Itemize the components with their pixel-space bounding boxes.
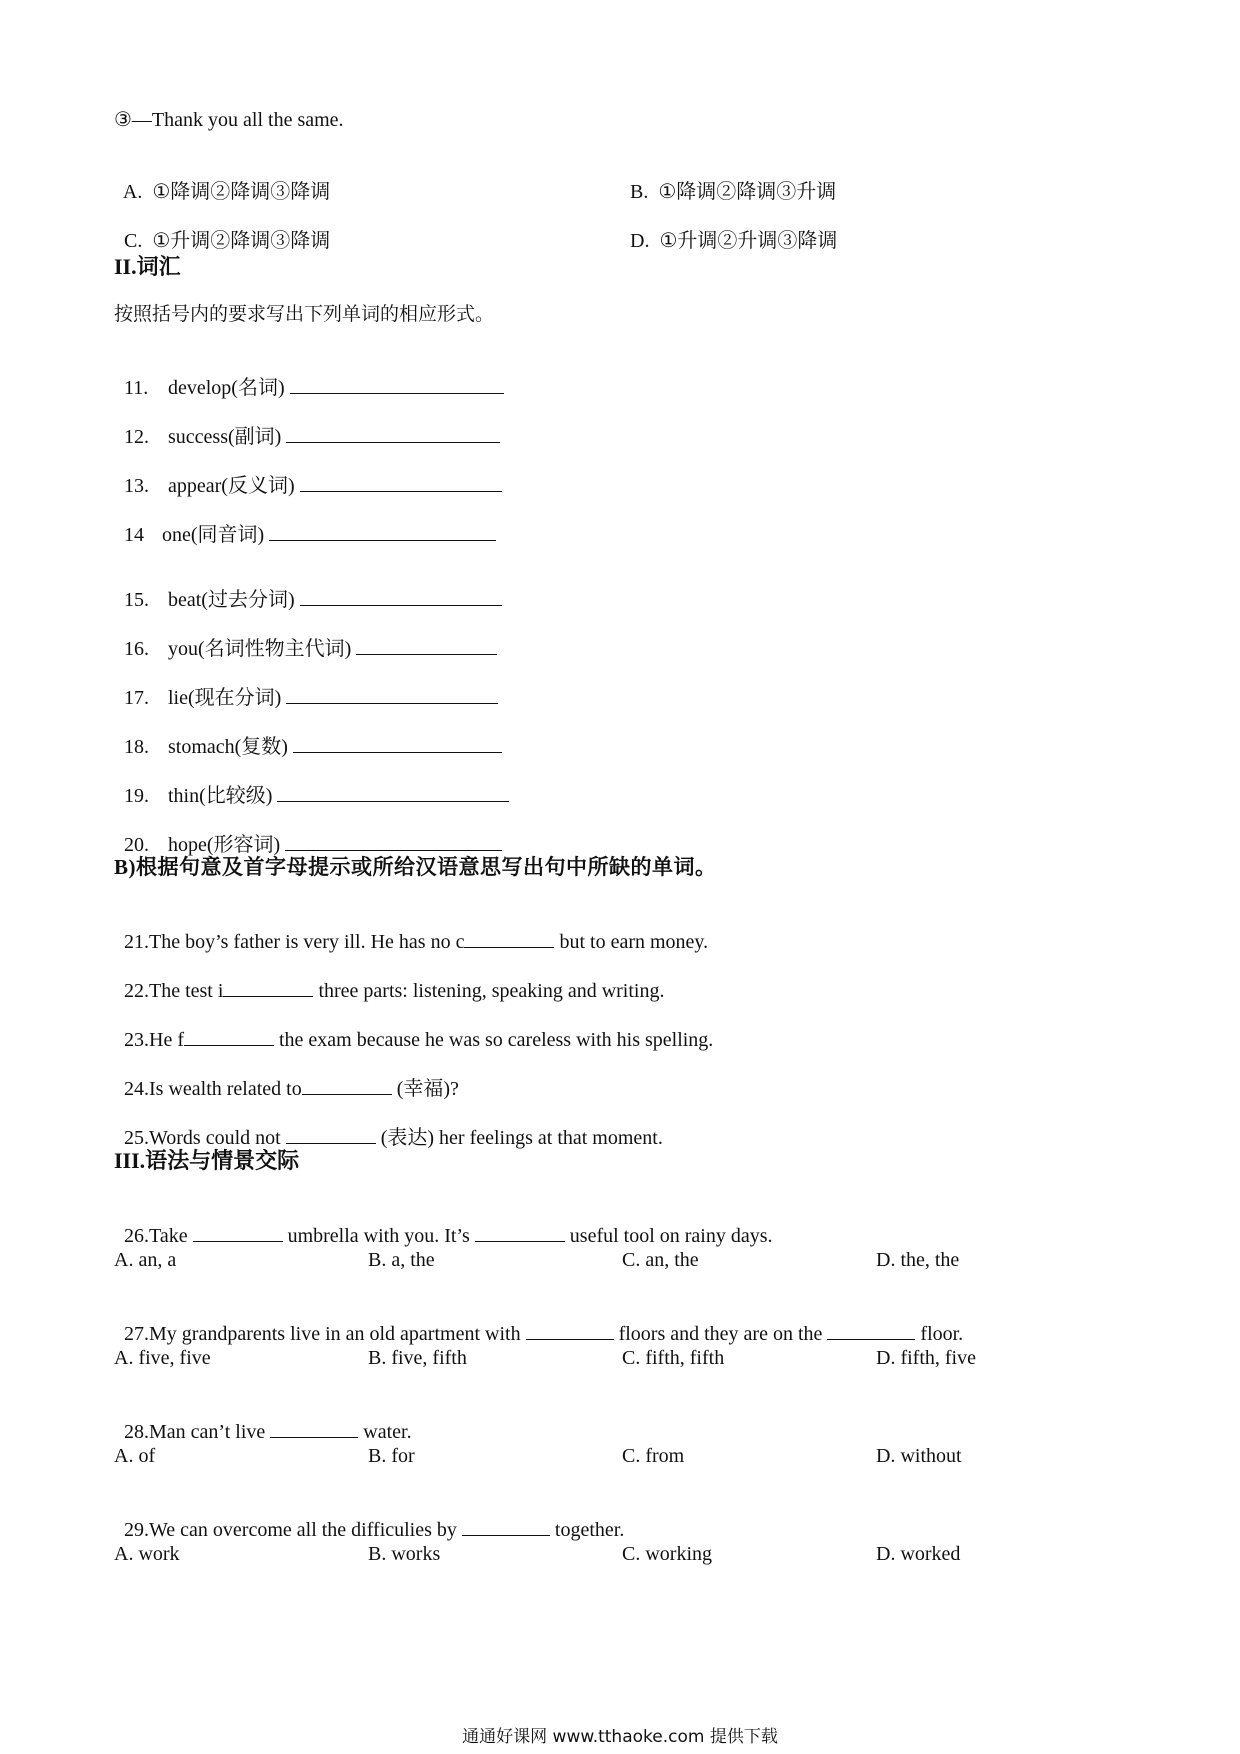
option-letter: C. xyxy=(124,230,143,252)
fill-item-24 xyxy=(114,1052,459,1101)
answer-blank[interactable] xyxy=(475,1223,565,1242)
answer-blank[interactable] xyxy=(286,685,498,704)
question-text: floors and they are on the xyxy=(613,1323,828,1345)
sentence-start: 25.Words could not xyxy=(124,1127,286,1149)
option-letter: D. xyxy=(630,230,650,252)
option-text: ①降调②降调③升调 xyxy=(658,181,837,203)
vocab-item-19 xyxy=(114,759,509,808)
q28-option-d[interactable]: D. without xyxy=(876,1445,962,1467)
option-text: ①升调②降调③降调 xyxy=(152,230,331,252)
q10-option-b[interactable] xyxy=(620,156,836,204)
vocab-item-18 xyxy=(114,710,502,759)
question-28 xyxy=(114,1395,412,1444)
q29-option-c[interactable]: C. working xyxy=(622,1543,712,1565)
q28-option-b[interactable]: B. for xyxy=(368,1445,415,1467)
answer-blank[interactable] xyxy=(356,636,497,655)
q27-option-c[interactable]: C. fifth, fifth xyxy=(622,1347,725,1369)
vocab-item-11 xyxy=(114,351,504,400)
answer-blank[interactable] xyxy=(462,1517,550,1536)
question-text: together. xyxy=(549,1519,625,1541)
answer-blank[interactable] xyxy=(286,424,500,443)
section-2-title: II.词汇 xyxy=(114,254,181,279)
item-number: 13. xyxy=(124,475,149,497)
answer-blank[interactable] xyxy=(270,1419,358,1438)
answer-blank[interactable] xyxy=(277,783,509,802)
item-prompt: success(副词) xyxy=(168,426,282,448)
answer-blank[interactable] xyxy=(293,734,502,753)
item-prompt: lie(现在分词) xyxy=(168,687,282,709)
item-number: 20. xyxy=(124,834,149,856)
option-text: ①降调②降调③降调 xyxy=(152,181,331,203)
q29-option-b[interactable]: B. works xyxy=(368,1543,441,1565)
item-number: 12. xyxy=(124,426,149,448)
item-prompt: develop(名词) xyxy=(168,377,285,399)
section-2b-title: B)根据句意及首字母提示或所给汉语意思写出句中所缺的单词。 xyxy=(114,855,717,879)
q26-option-d[interactable]: D. the, the xyxy=(876,1249,960,1271)
q10-option-a[interactable] xyxy=(114,156,330,204)
q27-option-d[interactable]: D. fifth, five xyxy=(876,1347,976,1369)
q26-option-b[interactable]: B. a, the xyxy=(368,1249,435,1271)
sentence-end: (幸福)? xyxy=(391,1078,459,1100)
item-number: 15. xyxy=(124,589,149,611)
vocab-item-15 xyxy=(114,563,502,612)
q29-option-a[interactable]: A. work xyxy=(114,1543,180,1565)
answer-blank[interactable] xyxy=(300,473,502,492)
item-number: 19. xyxy=(124,785,149,807)
sentence-start: 22.The test i xyxy=(124,980,224,1002)
q10-option-c[interactable] xyxy=(114,205,330,253)
section-3-title: III.语法与情景交际 xyxy=(114,1148,300,1173)
answer-blank[interactable] xyxy=(286,1125,376,1144)
item-number: 17. xyxy=(124,687,149,709)
vocab-item-14 xyxy=(114,498,496,547)
sentence-start: 24.Is wealth related to xyxy=(124,1078,302,1100)
answer-blank[interactable] xyxy=(193,1223,283,1242)
item-prompt: beat(过去分词) xyxy=(168,589,295,611)
item-prompt: you(名词性物主代词) xyxy=(168,638,352,660)
q27-option-a[interactable]: A. five, five xyxy=(114,1347,211,1369)
vocab-item-17 xyxy=(114,661,498,710)
answer-blank[interactable] xyxy=(223,978,313,997)
question-text: 29.We can overcome all the difficulies by xyxy=(124,1519,462,1541)
item-prompt: one(同音词) xyxy=(162,524,265,546)
fill-item-22 xyxy=(114,954,664,1003)
q29-option-d[interactable]: D. worked xyxy=(876,1543,961,1565)
question-text: 26.Take xyxy=(124,1225,193,1247)
sentence-end: the exam because he was so careless with his spelling. xyxy=(273,1029,714,1051)
question-text: useful tool on rainy days. xyxy=(564,1225,773,1247)
item-prompt: stomach(复数) xyxy=(168,736,288,758)
fill-item-23 xyxy=(114,1003,713,1052)
sentence-end: but to earn money. xyxy=(554,931,709,953)
question-text: 27.My grandparents live in an old apartment with xyxy=(124,1323,526,1345)
item-prompt: appear(反义词) xyxy=(168,475,295,497)
q28-option-c[interactable]: C. from xyxy=(622,1445,685,1467)
vocab-item-12 xyxy=(114,400,500,449)
vocab-item-20 xyxy=(114,808,502,857)
q27-option-b[interactable]: B. five, fifth xyxy=(368,1347,467,1369)
answer-blank[interactable] xyxy=(285,832,502,851)
answer-blank[interactable] xyxy=(290,375,504,394)
sentence-start: 21.The boy’s father is very ill. He has no c xyxy=(124,931,465,953)
item-prompt: hope(形容词) xyxy=(168,834,281,856)
question-text: umbrella with you. It’s xyxy=(282,1225,475,1247)
option-letter: B. xyxy=(630,181,649,203)
sentence-start: 23.He f xyxy=(124,1029,184,1051)
option-letter: A. xyxy=(122,181,143,203)
answer-blank[interactable] xyxy=(464,929,554,948)
q28-option-a[interactable]: A. of xyxy=(114,1445,156,1467)
question-text: water. xyxy=(358,1421,412,1443)
item-number: 11. xyxy=(124,377,149,399)
vocab-item-16 xyxy=(114,612,497,661)
answer-blank[interactable] xyxy=(184,1027,274,1046)
question-10-line-3: ③—Thank you all the same. xyxy=(114,109,344,131)
item-number: 16. xyxy=(124,638,149,660)
sentence-end: (表达) her feelings at that moment. xyxy=(375,1127,663,1149)
q26-option-c[interactable]: C. an, the xyxy=(622,1249,699,1271)
question-text: 28.Man can’t live xyxy=(124,1421,271,1443)
fill-item-25 xyxy=(114,1101,663,1150)
q10-option-d[interactable] xyxy=(620,205,837,253)
question-26 xyxy=(114,1199,773,1248)
q26-option-a[interactable]: A. an, a xyxy=(114,1249,177,1271)
sentence-end: three parts: listening, speaking and writing. xyxy=(313,980,665,1002)
option-text: ①升调②升调③降调 xyxy=(659,230,838,252)
answer-blank[interactable] xyxy=(300,587,502,606)
question-text: floor. xyxy=(915,1323,964,1345)
question-29 xyxy=(114,1493,624,1542)
page-footer: 通通好课网 www.tthaoke.com 提供下载 xyxy=(462,1727,778,1747)
item-number: 18. xyxy=(124,736,149,758)
vocab-item-13 xyxy=(114,449,502,498)
answer-blank[interactable] xyxy=(269,522,496,541)
answer-blank[interactable] xyxy=(827,1321,915,1340)
answer-blank[interactable] xyxy=(302,1076,392,1095)
item-prompt: thin(比较级) xyxy=(168,785,273,807)
answer-blank[interactable] xyxy=(526,1321,614,1340)
item-number: 14 xyxy=(124,524,144,546)
question-27 xyxy=(114,1297,963,1346)
fill-item-21 xyxy=(114,905,708,954)
section-2-instruction: 按照括号内的要求写出下列单词的相应形式。 xyxy=(114,303,495,325)
